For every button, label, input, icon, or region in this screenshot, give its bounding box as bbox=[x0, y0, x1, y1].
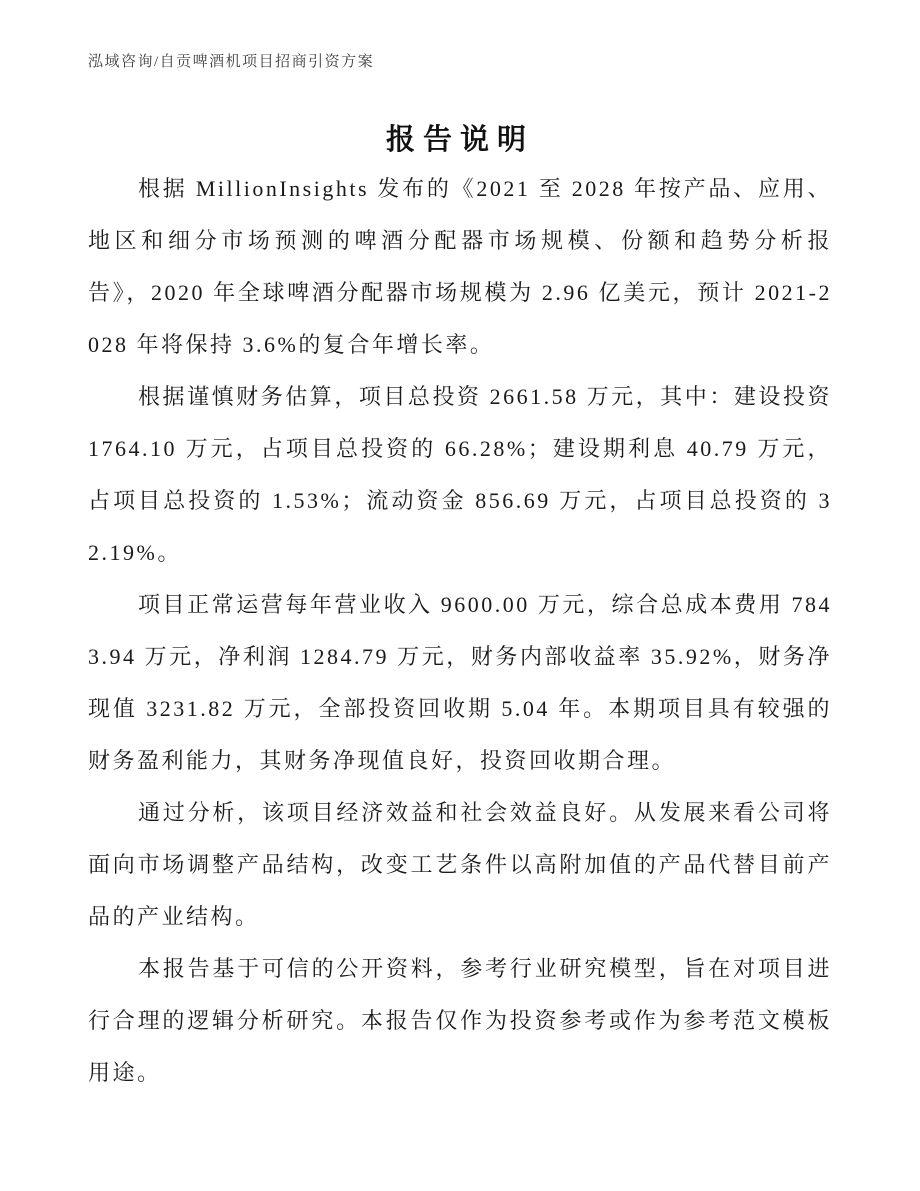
paragraph-benefit-analysis: 通过分析，该项目经济效益和社会效益良好。从发展来看公司将面向市场调整产品结构，改变工艺条件以高附加值的产品代替目前产品的产业结构。 bbox=[88, 800, 832, 929]
paragraph-market-overview: 根据 MillionInsights 发布的《2021 至 2028 年按产品、应用、地区和细分市场预测的啤酒分配器市场规模、份额和趋势分析报告》，2020 年全球啤酒分配器市场规模为 2.96 亿美元，预计 2021-2028 年将保持 3.6%的复合年增长率。 bbox=[88, 176, 832, 357]
document-body bbox=[88, 163, 832, 1099]
paragraph-disclaimer: 本报告基于可信的公开资料，参考行业研究模型，旨在对项目进行合理的逻辑分析研究。本报告仅作为投资参考或作为参考范文模板用途。 bbox=[88, 956, 832, 1085]
paragraph-investment-estimate: 根据谨慎财务估算，项目总投资 2661.58 万元，其中：建设投资 1764.10 万元，占项目总投资的 66.28%；建设期利息 40.79 万元，占项目总投资的 1.53%；流动资金 856.69 万元，占项目总投资的 32.19%。 bbox=[88, 384, 832, 565]
page-title: 报告说明 bbox=[385, 124, 534, 156]
document-header: 泓域咨询/自贡啤酒机项目招商引资方案 bbox=[88, 54, 375, 70]
paragraph-operating-financials: 项目正常运营每年营业收入 9600.00 万元，综合总成本费用 7843.94 万元，净利润 1284.79 万元，财务内部收益率 35.92%，财务净现值 3231.82 万元，全部投资回收期 5.04 年。本期项目具有较强的财务盈利能力，其财务净现值良好，投资回收期合理。 bbox=[88, 592, 832, 773]
